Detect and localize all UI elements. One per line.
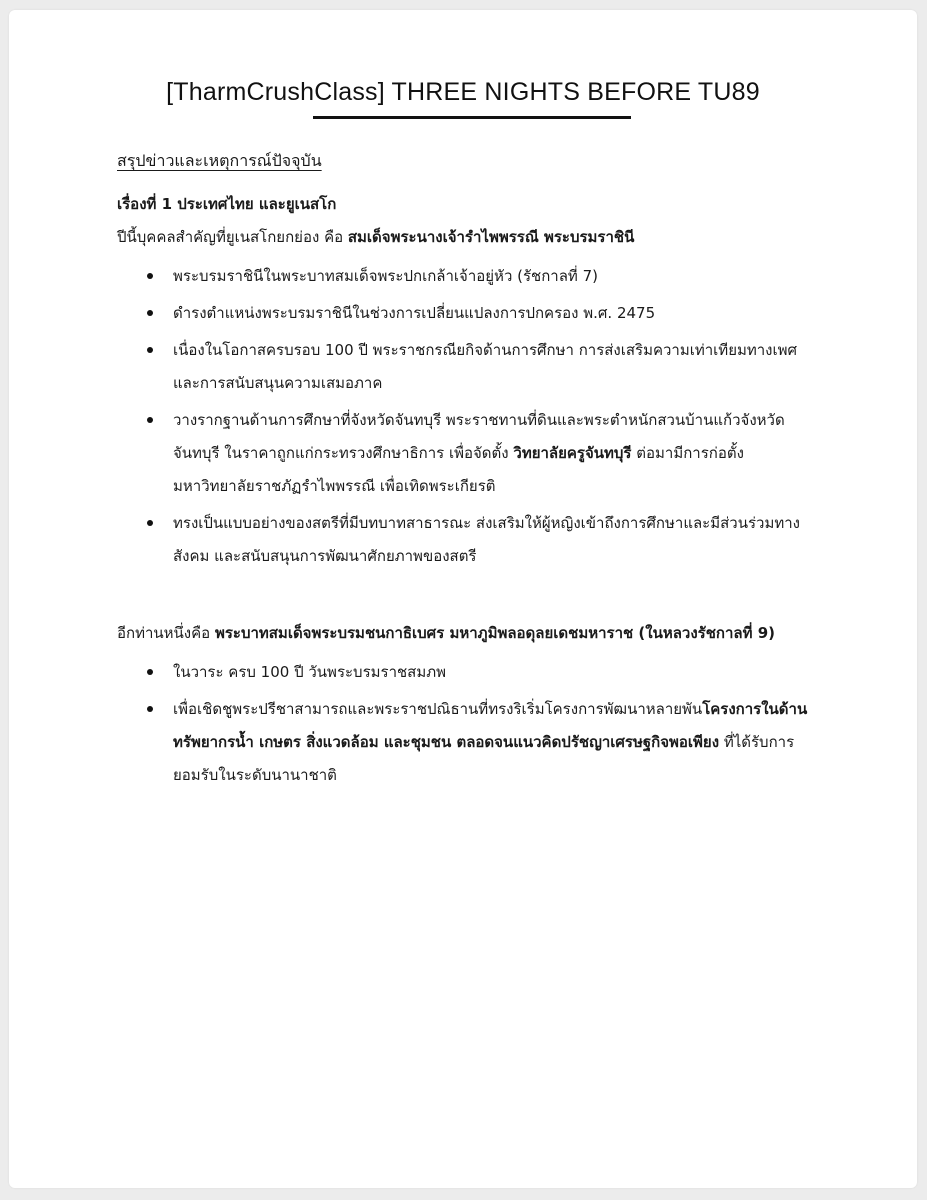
list-item — [117, 297, 817, 330]
bullet-icon — [147, 310, 153, 316]
bullet-text: พระบรมราชินีในพระบาทสมเด็จพระปกเกล้าเจ้าอยู่หัว (รัชกาลที่ 7) — [173, 267, 598, 285]
title-underline — [313, 116, 631, 119]
bullet-icon — [147, 273, 153, 279]
list-item — [117, 260, 817, 293]
bullet-icon — [147, 520, 153, 526]
bullet-text-after: ต่อมามีการก่อตั้ง มหาวิทยาลัยราชภัฏรำไพพรรณี เพื่อเทิดพระเกียรติ — [173, 444, 744, 495]
bullet-text-highlight: โครงการในด้านทรัพยากรน้ำ เกษตร สิ่งแวดล้อม และชุมชน ตลอดจนแนวคิดปรัชญาเศรษฐกิจพอเพียง — [173, 700, 808, 751]
topic1-heading: เรื่องที่ 1 ประเทศไทย และยูเนสโก — [117, 195, 337, 213]
bullet-text-highlight: วิทยาลัยครูจันทบุรี — [513, 444, 632, 462]
bullet-text-before: วางรากฐานด้านการศึกษาที่จังหวัดจันทบุรี พระราชทานที่ดินและพระตำหนักสวนบ้านแก้วจังหวัดจันทบุรี ในราคาถูกแก่กระทรวงศึกษาธิการ เพื่อจัดตั้ง — [173, 411, 785, 462]
document-title: [TharmCrushClass] THREE NIGHTS BEFORE TU89 — [166, 78, 760, 106]
bullet-icon — [147, 347, 153, 353]
bullet-icon — [147, 706, 153, 712]
bullet-text: ดำรงตำแหน่งพระบรมราชินีในช่วงการเปลี่ยนแปลงการปกครอง พ.ศ. 2475 — [173, 304, 656, 322]
topic1-bullet-list — [117, 260, 817, 573]
list-item — [117, 334, 817, 400]
bullet-text-before: เพื่อเชิดชูพระปรีชาสามารถและพระราชปณิธานที่ทรงริเริ่มโครงการพัฒนาหลายพัน — [173, 700, 703, 718]
topic2-intro-highlight: พระบาทสมเด็จพระบรมชนกาธิเบศร มหาภูมิพลอดุลยเดชมหาราช (ในหลวงรัชกาลที่ 9) — [214, 624, 775, 642]
bullet-icon — [147, 417, 153, 423]
topic1-intro — [117, 221, 817, 254]
document-body — [117, 144, 817, 796]
topic2-intro — [117, 617, 817, 650]
spacer — [117, 577, 817, 617]
topic1-intro-highlight: สมเด็จพระนางเจ้ารำไพพรรณี พระบรมราชินี — [347, 228, 635, 246]
bullet-text-after: ที่ได้รับการยอมรับในระดับนานาชาติ — [173, 733, 795, 784]
bullet-icon — [147, 669, 153, 675]
document-page — [9, 10, 917, 1188]
list-item — [117, 507, 817, 573]
topic2-intro-text: อีกท่านหนึ่งคือ — [117, 624, 215, 642]
topic1-intro-text: ปีนี้บุคคลสำคัญที่ยูเนสโกยกย่อง คือ — [117, 228, 348, 246]
bullet-text: ในวาระ ครบ 100 ปี วันพระบรมราชสมภพ — [173, 663, 446, 681]
section-heading: สรุปข่าวและเหตุการณ์ปัจจุบัน — [117, 151, 322, 170]
list-item — [117, 404, 817, 503]
list-item — [117, 656, 817, 689]
topic2-bullet-list — [117, 656, 817, 792]
list-item — [117, 693, 817, 792]
bullet-text: เนื่องในโอกาสครบรอบ 100 ปี พระราชกรณียกิจด้านการศึกษา การส่งเสริมความเท่าเทียมทางเพศ และการสนับสนุนความเสมอภาค — [173, 341, 798, 392]
bullet-text: ทรงเป็นแบบอย่างของสตรีที่มีบทบาทสาธารณะ ส่งเสริมให้ผู้หญิงเข้าถึงการศึกษาและมีส่วนร่วมทางสังคม และสนับสนุนการพัฒนาศักยภาพของสตรี — [173, 514, 800, 565]
